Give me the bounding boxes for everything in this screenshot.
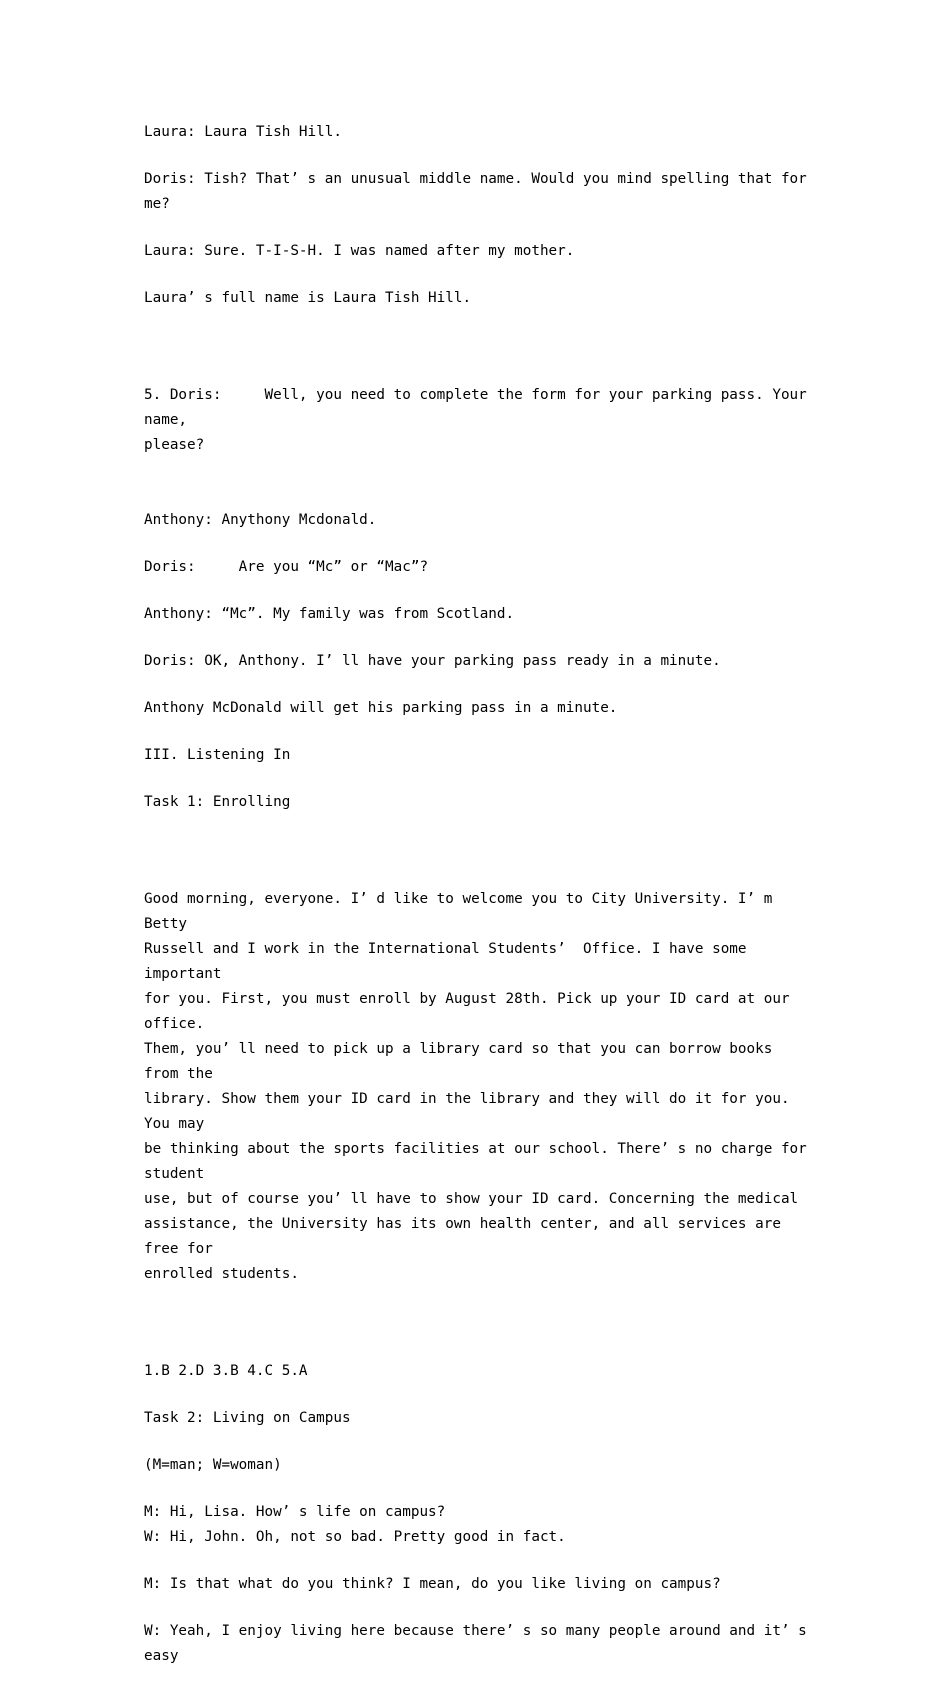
task-heading-living-on-campus: Task 2: Living on Campus: [144, 1410, 351, 1426]
summary-line-laura: Laura’ s full name is Laura Tish Hill.: [144, 290, 472, 306]
dialogue-line-doris-ok: Doris: OK, Anthony. I’ ll have your parking pass ready in a minute.: [144, 653, 721, 669]
enrolling-line: Them, you’ ll need to pick up a library card so that you can borrow books from the: [144, 1041, 781, 1082]
dialogue-line-m-campus: M: Is that what do you think? I mean, do you like living on campus?: [144, 1576, 721, 1592]
dialogue-line-doris-tish: Doris: Tish? That’ s an unusual middle name. Would you mind spelling that for me?: [144, 171, 816, 212]
task-heading-enrolling: Task 1: Enrolling: [144, 794, 291, 810]
dialogue-line-w-hi: W: Hi, John. Oh, not so bad. Pretty good in fact.: [144, 1529, 566, 1545]
answer-key: 1.B 2.D 3.B 4.C 5.A: [144, 1363, 308, 1379]
enrolling-line: for you. First, you must enroll by August 28th. Pick up your ID card at our office.: [144, 991, 799, 1032]
dialogue-line-anthony-scotland: Anthony: “Mc”. My family was from Scotland.: [144, 606, 515, 622]
dialogue-line-laura-name: Laura: Laura Tish Hill.: [144, 124, 342, 140]
dialogue-line-anthony-name: Anthony: Anythony Mcdonald.: [144, 512, 377, 528]
dialogue-line-doris-parking-a: 5. Doris: Well, you need to complete the form for your parking pass. Your name,: [144, 387, 816, 428]
dialogue-line-doris-parking-b: please?: [144, 437, 205, 453]
enrolling-line: Good morning, everyone. I’ d like to welcome you to City University. I’ m Betty: [144, 891, 781, 932]
dialogue-line-m-hi: M: Hi, Lisa. How’ s life on campus?: [144, 1504, 446, 1520]
enrolling-line: be thinking about the sports facilities at our school. There’ s no charge for student: [144, 1141, 816, 1182]
enrolling-line: library. Show them your ID card in the library and they will do it for you. You may: [144, 1091, 799, 1132]
dialogue-line-laura-spelling: Laura: Sure. T-I-S-H. I was named after my mother.: [144, 243, 575, 259]
dialogue-line-doris-mc: Doris: Are you “Mc” or “Mac”?: [144, 559, 429, 575]
enrolling-paragraph: [144, 837, 816, 1337]
summary-line-anthony: Anthony McDonald will get his parking pass in a minute.: [144, 700, 618, 716]
enrolling-line: assistance, the University has its own health center, and all services are free for: [144, 1216, 790, 1257]
section-heading-listening-in: III. Listening In: [144, 747, 291, 763]
speaker-legend: (M=man; W=woman): [144, 1457, 282, 1473]
enrolling-line: Russell and I work in the International Students’ Office. I have some important: [144, 941, 756, 982]
dialogue-line-w-enjoy: W: Yeah, I enjoy living here because there’ s so many people around and it’ s easy: [144, 1623, 816, 1664]
document-page: [144, 120, 816, 1691]
dialogue-line-doris-parking: [144, 333, 816, 508]
enrolling-line: use, but of course you’ ll have to show your ID card. Concerning the medical: [144, 1191, 799, 1207]
enrolling-line: enrolled students.: [144, 1266, 299, 1282]
